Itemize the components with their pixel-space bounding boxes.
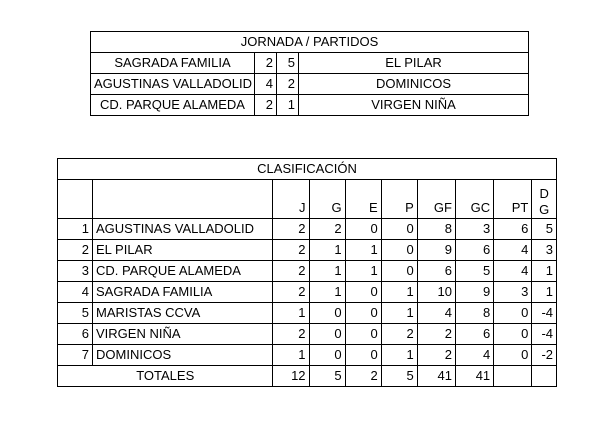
cell-pt: 0 <box>494 303 532 324</box>
home-score: 2 <box>255 95 277 116</box>
cell-gc: 8 <box>455 303 493 324</box>
cell-pos: 1 <box>58 219 93 240</box>
match-row <box>91 53 529 74</box>
cell-pt: 6 <box>494 219 532 240</box>
cell-gc: 6 <box>455 324 493 345</box>
cell-gf: 2 <box>417 345 455 366</box>
standings-row <box>58 303 557 324</box>
header-team <box>93 180 273 219</box>
away-team: DOMINICOS <box>299 74 529 95</box>
cell-pt: 4 <box>494 261 532 282</box>
cell-dg: 5 <box>532 219 557 240</box>
home-score: 2 <box>255 53 277 74</box>
totals-row <box>58 366 557 387</box>
cell-gf: 6 <box>417 261 455 282</box>
cell-pos: 7 <box>58 345 93 366</box>
standings-row <box>58 282 557 303</box>
cell-team: VIRGEN NIÑA <box>93 324 273 345</box>
cell-pos: 5 <box>58 303 93 324</box>
cell-g: 0 <box>309 324 345 345</box>
match-row <box>91 74 529 95</box>
cell-p: 1 <box>381 282 417 303</box>
cell-pt: 0 <box>494 324 532 345</box>
cell-j: 2 <box>273 282 309 303</box>
cell-j: 2 <box>273 261 309 282</box>
header-dg-line2: G <box>539 202 550 217</box>
cell-j: 1 <box>273 345 309 366</box>
matches-title: JORNADA / PARTIDOS <box>91 32 529 53</box>
cell-pos: 4 <box>58 282 93 303</box>
cell-j: 2 <box>273 240 309 261</box>
cell-team: AGUSTINAS VALLADOLID <box>93 219 273 240</box>
cell-p: 1 <box>381 303 417 324</box>
cell-gc: 3 <box>455 219 493 240</box>
header-gc: GC <box>455 180 493 219</box>
away-score: 5 <box>277 53 299 74</box>
standings-header-row <box>58 180 557 219</box>
cell-p: 1 <box>381 345 417 366</box>
away-team: VIRGEN NIÑA <box>299 95 529 116</box>
matches-table <box>90 31 529 116</box>
cell-e: 1 <box>345 261 381 282</box>
standings-row <box>58 324 557 345</box>
standings-title: CLASIFICACIÓN <box>58 159 557 180</box>
cell-pos: 2 <box>58 240 93 261</box>
cell-team: CD. PARQUE ALAMEDA <box>93 261 273 282</box>
cell-gf: 10 <box>417 282 455 303</box>
cell-gc: 6 <box>455 240 493 261</box>
cell-g: 1 <box>309 261 345 282</box>
home-score: 4 <box>255 74 277 95</box>
totals-e: 2 <box>345 366 381 387</box>
cell-e: 0 <box>345 324 381 345</box>
cell-j: 1 <box>273 303 309 324</box>
cell-gf: 9 <box>417 240 455 261</box>
header-g: G <box>309 180 345 219</box>
away-score: 1 <box>277 95 299 116</box>
cell-p: 0 <box>381 240 417 261</box>
home-team: AGUSTINAS VALLADOLID <box>91 74 255 95</box>
totals-p: 5 <box>381 366 417 387</box>
totals-gf: 41 <box>417 366 455 387</box>
standings-row <box>58 261 557 282</box>
standings-table <box>57 158 557 387</box>
cell-pt: 0 <box>494 345 532 366</box>
cell-dg: 1 <box>532 282 557 303</box>
totals-pt <box>494 366 532 387</box>
cell-gf: 2 <box>417 324 455 345</box>
header-p: P <box>381 180 417 219</box>
cell-gc: 9 <box>455 282 493 303</box>
header-dg-line1: D <box>539 186 549 201</box>
cell-pos: 3 <box>58 261 93 282</box>
cell-g: 0 <box>309 303 345 324</box>
away-team: EL PILAR <box>299 53 529 74</box>
cell-gc: 5 <box>455 261 493 282</box>
cell-pt: 4 <box>494 240 532 261</box>
cell-g: 1 <box>309 282 345 303</box>
cell-team: MARISTAS CCVA <box>93 303 273 324</box>
match-row <box>91 95 529 116</box>
header-j: J <box>273 180 309 219</box>
totals-gc: 41 <box>455 366 493 387</box>
totals-g: 5 <box>309 366 345 387</box>
cell-dg: -4 <box>532 324 557 345</box>
cell-gc: 4 <box>455 345 493 366</box>
cell-e: 0 <box>345 303 381 324</box>
home-team: SAGRADA FAMILIA <box>91 53 255 74</box>
cell-e: 1 <box>345 240 381 261</box>
cell-p: 2 <box>381 324 417 345</box>
cell-gf: 4 <box>417 303 455 324</box>
header-e: E <box>345 180 381 219</box>
cell-g: 0 <box>309 345 345 366</box>
cell-e: 0 <box>345 282 381 303</box>
away-score: 2 <box>277 74 299 95</box>
cell-team: EL PILAR <box>93 240 273 261</box>
standings-row <box>58 219 557 240</box>
cell-e: 0 <box>345 345 381 366</box>
cell-dg: -4 <box>532 303 557 324</box>
cell-p: 0 <box>381 261 417 282</box>
header-pt: PT <box>494 180 532 219</box>
totals-dg <box>532 366 557 387</box>
cell-p: 0 <box>381 219 417 240</box>
cell-pos: 6 <box>58 324 93 345</box>
cell-g: 2 <box>309 219 345 240</box>
header-dg <box>532 180 557 219</box>
cell-dg: 1 <box>532 261 557 282</box>
header-pos <box>58 180 93 219</box>
standings-row <box>58 240 557 261</box>
cell-dg: -2 <box>532 345 557 366</box>
cell-team: SAGRADA FAMILIA <box>93 282 273 303</box>
header-gf: GF <box>417 180 455 219</box>
cell-pt: 3 <box>494 282 532 303</box>
cell-team: DOMINICOS <box>93 345 273 366</box>
cell-g: 1 <box>309 240 345 261</box>
standings-row <box>58 345 557 366</box>
cell-j: 2 <box>273 219 309 240</box>
totals-j: 12 <box>273 366 309 387</box>
cell-j: 2 <box>273 324 309 345</box>
cell-e: 0 <box>345 219 381 240</box>
totals-label: TOTALES <box>58 366 273 387</box>
cell-gf: 8 <box>417 219 455 240</box>
cell-dg: 3 <box>532 240 557 261</box>
home-team: CD. PARQUE ALAMEDA <box>91 95 255 116</box>
